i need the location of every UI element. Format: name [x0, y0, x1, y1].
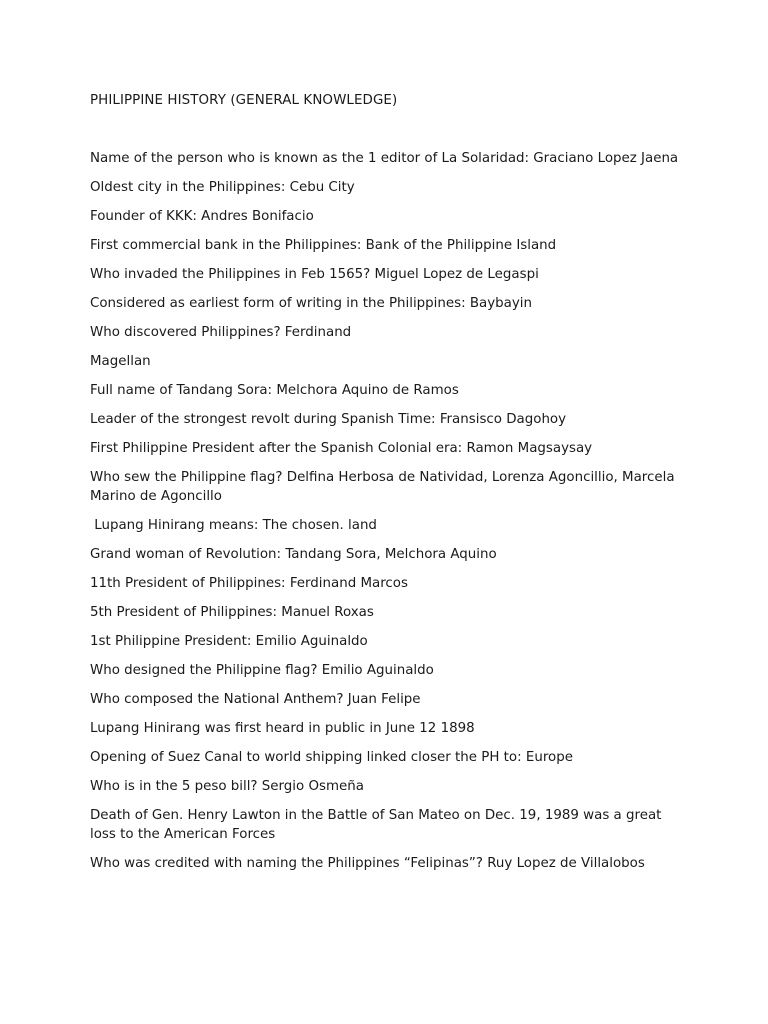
entry: Founder of KKK: Andres Bonifacio	[90, 209, 314, 224]
entry: Who discovered Philippines? Ferdinand	[90, 325, 352, 340]
entry: Who is in the 5 peso bill? Sergio Osmeña	[90, 779, 364, 794]
entry: Death of Gen. Henry Lawton in the Battle of San Mateo on Dec. 19, 1989 was a great loss to the American Forces	[90, 808, 666, 842]
document-page	[90, 91, 680, 883]
entry: Magellan	[90, 354, 151, 369]
entry: Oldest city in the Philippines: Cebu City	[90, 180, 355, 195]
entry: Who composed the National Anthem? Juan Felipe	[90, 692, 421, 707]
entry: Considered as earliest form of writing in the Philippines: Baybayin	[90, 296, 533, 311]
entry: 5th President of Philippines: Manuel Roxas	[90, 605, 374, 620]
entry: Lupang Hinirang means: The chosen. land	[90, 518, 377, 533]
entry: Who designed the Philippine flag? Emilio Aguinaldo	[90, 663, 434, 678]
entry: First Philippine President after the Spanish Colonial era: Ramon Magsaysay	[90, 441, 593, 456]
entry: Grand woman of Revolution: Tandang Sora, Melchora Aquino	[90, 547, 497, 562]
entry: Who invaded the Philippines in Feb 1565? Miguel Lopez de Legaspi	[90, 267, 539, 282]
entry: Full name of Tandang Sora: Melchora Aquino de Ramos	[90, 383, 459, 398]
entry: Name of the person who is known as the 1 editor of La Solaridad: Graciano Lopez Jaena	[90, 151, 679, 166]
entry: Who was credited with naming the Philippines “Felipinas”? Ruy Lopez de Villalobos	[90, 856, 645, 871]
document-title: PHILIPPINE HISTORY (GENERAL KNOWLEDGE)	[90, 93, 398, 108]
entry-list	[90, 149, 680, 873]
entry: 11th President of Philippines: Ferdinand Marcos	[90, 576, 408, 591]
entry: Lupang Hinirang was first heard in public in June 12 1898	[90, 721, 475, 736]
entry: 1st Philippine President: Emilio Aguinaldo	[90, 634, 368, 649]
entry: Who sew the Philippine flag? Delfina Herbosa de Natividad, Lorenza Agoncillio, Marcela Marino de Agoncillo	[90, 470, 679, 504]
entry: Leader of the strongest revolt during Spanish Time: Fransisco Dagohoy	[90, 412, 567, 427]
entry: Opening of Suez Canal to world shipping linked closer the PH to: Europe	[90, 750, 573, 765]
entry: First commercial bank in the Philippines: Bank of the Philippine Island	[90, 238, 557, 253]
